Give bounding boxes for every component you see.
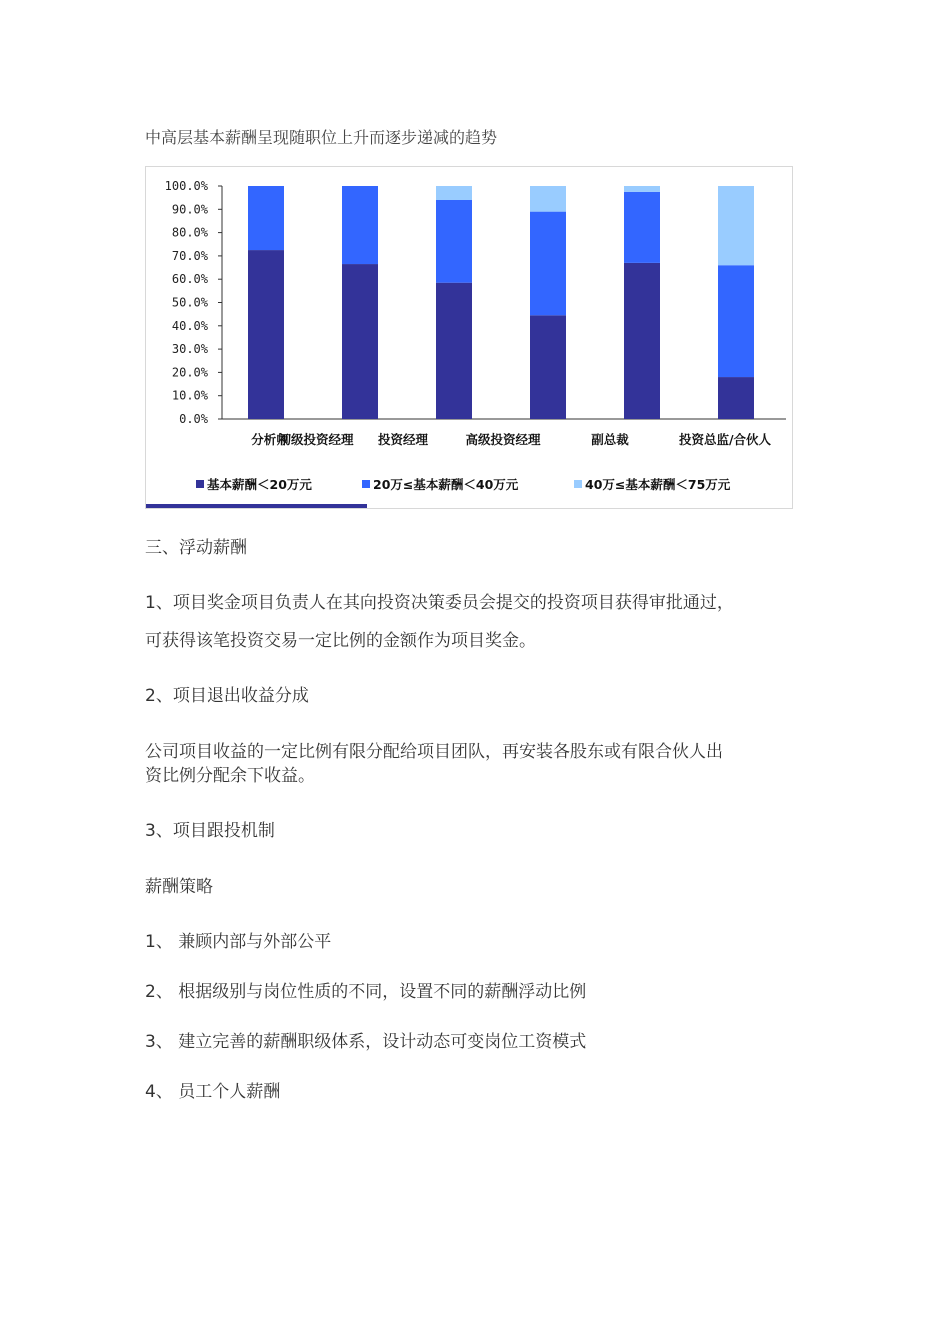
bar-segment-3	[624, 186, 660, 192]
strategy-item-1: 1、 兼顾内部与外部公平	[145, 932, 332, 952]
floating-pay-heading: 三、浮动薪酬	[145, 538, 247, 558]
strategy-item-4: 4、 员工个人薪酬	[145, 1082, 281, 1102]
bar-segment-1	[248, 250, 284, 419]
y-tick-label: 50.0%	[171, 295, 208, 310]
y-tick-label: 10.0%	[171, 388, 208, 403]
y-tick-label: 80.0%	[171, 225, 208, 240]
bar-segment-2	[436, 200, 472, 283]
bar-segment-2	[718, 265, 754, 377]
y-tick-label: 60.0%	[171, 272, 208, 287]
item3-heading: 3、项目跟投机制	[145, 821, 275, 841]
bar-segment-3	[718, 186, 754, 265]
strategy-item-2: 2、 根据级别与岗位性质的不同，设置不同的薪酬浮动比例	[145, 982, 587, 1002]
item1-line2: 可获得该笔投资交易一定比例的金额作为项目奖金。	[145, 631, 536, 651]
category-label: 高级投资经理	[465, 432, 541, 447]
legend-label: 40万≤基本薪酬＜75万元	[585, 477, 731, 492]
category-label: 初级投资经理	[278, 432, 354, 447]
bar-segment-1	[436, 283, 472, 419]
legend-label: 20万≤基本薪酬＜40万元	[373, 477, 519, 492]
strategy-heading: 薪酬策略	[145, 877, 213, 897]
y-tick-label: 70.0%	[171, 248, 208, 263]
strategy-item-3: 3、 建立完善的薪酬职级体系，设计动态可变岗位工资模式	[145, 1032, 587, 1052]
bar-segment-2	[342, 186, 378, 264]
legend-swatch	[574, 480, 582, 488]
bar-segment-1	[718, 377, 754, 419]
category-label: 投资经理	[377, 432, 429, 447]
bar-segment-1	[530, 315, 566, 419]
chart-canvas	[146, 167, 792, 508]
legend-swatch	[362, 480, 370, 488]
item2-heading: 2、项目退出收益分成	[145, 686, 309, 706]
category-label: 投资总监/合伙人	[678, 432, 772, 447]
item2-line1: 公司项目收益的一定比例有限分配给项目团队，再安装各股东或有限合伙人出	[145, 742, 723, 762]
y-tick-label: 20.0%	[171, 365, 208, 380]
bar-segment-1	[342, 264, 378, 419]
bar-segment-2	[624, 192, 660, 263]
y-tick-label: 100.0%	[164, 179, 208, 193]
bar-segment-2	[248, 186, 284, 250]
stacked-bar-chart	[145, 166, 793, 509]
category-label: 副总裁	[591, 432, 629, 447]
chart-bottom-accent	[146, 504, 367, 508]
legend-label: 基本薪酬＜20万元	[207, 477, 312, 492]
bar-segment-3	[436, 186, 472, 200]
y-tick-label: 0.0%	[179, 412, 208, 426]
bar-segment-3	[530, 186, 566, 212]
chart-intro-text: 中高层基本薪酬呈现随职位上升而逐步递减的趋势	[145, 128, 498, 147]
legend-swatch	[196, 480, 204, 488]
y-tick-label: 40.0%	[171, 318, 208, 333]
item2-line2: 资比例分配余下收益。	[145, 766, 315, 786]
item1-line1: 1、项目奖金项目负责人在其向投资决策委员会提交的投资项目获得审批通过，	[145, 593, 734, 613]
category-label: 分析师	[251, 432, 289, 447]
bar-segment-1	[624, 263, 660, 419]
y-tick-label: 30.0%	[171, 342, 208, 357]
bar-segment-2	[530, 212, 566, 316]
y-tick-label: 90.0%	[171, 202, 208, 217]
